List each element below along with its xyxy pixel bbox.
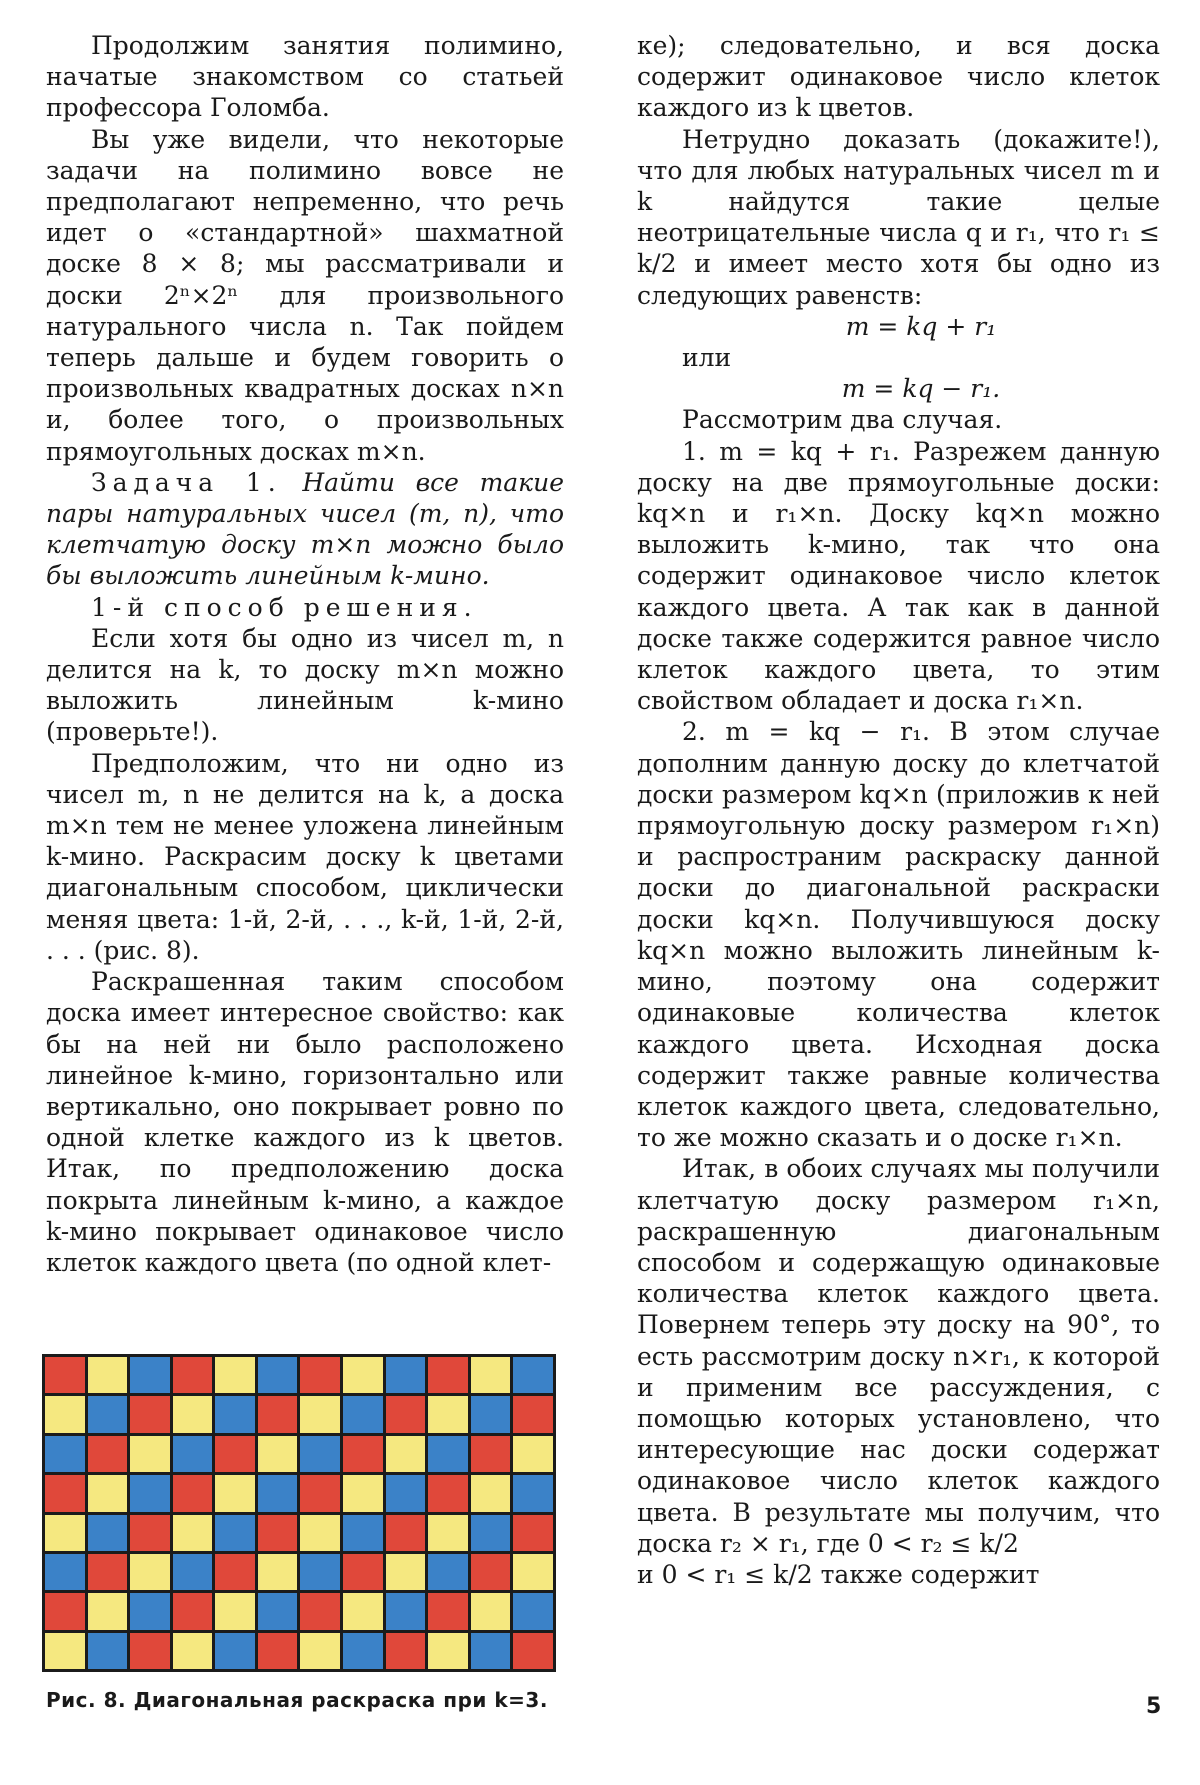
- grid-cell: [428, 1396, 468, 1432]
- grid-cell: [343, 1593, 383, 1629]
- paragraph: Итак, в обоих случаях мы получили клетчатую доску размером r₁×n, раскрашенную диагональным способом и содержащую одинаковые количества клеток каждого цвета. Повернем теперь эту доску на 90°, то есть рассмотрим доску n×r₁, к которой и применим все рассуждения, с помощью которых установлено, что интересующие нас доски содержат одинаковое число клеток каждого цвета. В результате мы получим, что доска r₂ × r₁, где 0 < r₂ ≤ k/2: [637, 1154, 1160, 1558]
- grid-cell: [343, 1554, 383, 1590]
- grid-cell: [130, 1554, 170, 1590]
- grid-cell: [386, 1515, 426, 1551]
- grid-cell: [428, 1357, 468, 1393]
- grid-cell: [215, 1357, 255, 1393]
- grid-cell: [88, 1515, 128, 1551]
- grid-cell: [428, 1515, 468, 1551]
- grid-cell: [173, 1554, 213, 1590]
- grid-cell: [300, 1475, 340, 1511]
- grid-cell: [258, 1475, 298, 1511]
- grid-cell: [173, 1515, 213, 1551]
- grid-cell: [386, 1436, 426, 1472]
- figure-caption: Рис. 8. Диагональная раскраска при k=3.: [46, 1688, 548, 1712]
- grid-cell: [258, 1515, 298, 1551]
- page-number: 5: [1146, 1694, 1162, 1719]
- grid-cell: [130, 1475, 170, 1511]
- paragraph: Предположим, что ни одно из чисел m, n не делится на k, а доска m×n тем не менее уложена линейным k-мино. Раскрасим доску k цветами диагональным способом, циклически меняя цвета: 1-й, 2-й, . . ., k-й, 1-й, 2-й, . . . (рис. 8).: [46, 748, 564, 965]
- grid-cell: [45, 1593, 85, 1629]
- grid-cell: [513, 1436, 553, 1472]
- grid-cell: [428, 1593, 468, 1629]
- grid-cell: [88, 1357, 128, 1393]
- paragraph: Нетрудно доказать (докажите!), что для любых натуральных чисел m и k найдутся такие целые неотрицательные числа q и r₁, что r₁ ≤ k/2 и имеет место хотя бы одно из следующих равенств:: [637, 124, 1160, 310]
- grid-cell: [130, 1593, 170, 1629]
- grid-cell: [471, 1436, 511, 1472]
- equation-2: m = kq − r₁.: [841, 374, 1001, 404]
- grid-cell: [513, 1554, 553, 1590]
- grid-cell: [45, 1554, 85, 1590]
- case-1: 1. m = kq + r₁. Разрежем данную доску на две прямоугольные доски: kq×n и r₁×n. Доску kq×n можно выложить k-мино, так что она содержит одинаковое число клеток каждого цвета. А так как в данной доске также содержится равное число клеток каждого цвета, то этим свойством обладает и доска r₁×n.: [637, 436, 1160, 716]
- grid-cell: [215, 1554, 255, 1590]
- grid-cell: [513, 1357, 553, 1393]
- method-heading: 1-й способ решения.: [91, 592, 478, 622]
- grid-cell: [215, 1515, 255, 1551]
- grid-cell: [88, 1593, 128, 1629]
- paragraph: Раскрашенная таким способом доска имеет интересное свойство: как бы на ней ни было расположено линейное k-мино, горизонтально или вертикально, оно покрывает ровно по одной клетке каждого из k цветов. Итак, по предположению доска покрыта линейным k-мино, а каждое k-мино покрывает одинаковое число клеток каждого цвета (по одной клет-: [46, 967, 564, 1277]
- grid-cell: [343, 1357, 383, 1393]
- grid-cell: [215, 1593, 255, 1629]
- grid-cell: [45, 1515, 85, 1551]
- grid-cell: [343, 1475, 383, 1511]
- grid-cell: [343, 1396, 383, 1432]
- grid-cell: [513, 1515, 553, 1551]
- grid-cell: [258, 1554, 298, 1590]
- grid-cell: [45, 1475, 85, 1511]
- grid-cell: [88, 1436, 128, 1472]
- grid-cell: [428, 1554, 468, 1590]
- grid-cell: [88, 1396, 128, 1432]
- grid-cell: [130, 1633, 170, 1669]
- grid-cell: [428, 1475, 468, 1511]
- paragraph: Продолжим занятия полимино, начатые знакомством со статьей профессора Голомба.: [46, 31, 564, 123]
- grid-cell: [215, 1396, 255, 1432]
- grid-cell: [45, 1396, 85, 1432]
- grid-cell: [471, 1396, 511, 1432]
- grid-cell: [258, 1436, 298, 1472]
- paragraph: ке); следовательно, и вся доска содержит одинаковое число клеток каждого из k цветов.: [637, 31, 1160, 123]
- grid-cell: [258, 1593, 298, 1629]
- grid-cell: [130, 1357, 170, 1393]
- grid-cell: [513, 1396, 553, 1432]
- diagonal-coloring-figure: [42, 1354, 556, 1672]
- grid-cell: [386, 1396, 426, 1432]
- grid-cell: [173, 1396, 213, 1432]
- grid-cell: [471, 1357, 511, 1393]
- grid-cell: [88, 1633, 128, 1669]
- grid-cell: [300, 1633, 340, 1669]
- grid-cell: [45, 1436, 85, 1472]
- grid-cell: [513, 1633, 553, 1669]
- left-column: [46, 30, 564, 1278]
- grid-cell: [173, 1357, 213, 1393]
- task-text: Найти все такие пары натуральных чисел (m, n), что клетчатую доску m×n можно было бы выложить линейным k-мино.: [46, 467, 565, 591]
- grid-cell: [428, 1436, 468, 1472]
- grid-cell: [45, 1357, 85, 1393]
- grid-cell: [173, 1593, 213, 1629]
- grid-cell: [130, 1436, 170, 1472]
- paragraph: Если хотя бы одно из чисел m, n делится на k, то доску m×n можно выложить линейным k-мино (проверьте!).: [46, 623, 564, 747]
- grid-cell: [88, 1554, 128, 1590]
- grid-cell: [300, 1593, 340, 1629]
- grid-cell: [215, 1633, 255, 1669]
- grid-cell: [173, 1436, 213, 1472]
- grid-cell: [386, 1593, 426, 1629]
- grid-cell: [471, 1475, 511, 1511]
- grid-cell: [343, 1633, 383, 1669]
- right-column: [637, 30, 1160, 1590]
- equation-1: m = kq + r₁: [845, 311, 997, 341]
- grid-cell: [386, 1633, 426, 1669]
- grid-cell: [215, 1475, 255, 1511]
- grid-cell: [343, 1515, 383, 1551]
- grid-cell: [471, 1633, 511, 1669]
- grid-cell: [173, 1633, 213, 1669]
- grid-cell: [343, 1436, 383, 1472]
- grid-cell: [300, 1436, 340, 1472]
- grid-cell: [173, 1475, 213, 1511]
- grid-cell: [300, 1515, 340, 1551]
- grid-cell: [130, 1515, 170, 1551]
- grid-cell: [471, 1515, 511, 1551]
- grid-cell: [428, 1633, 468, 1669]
- paragraph: Рассмотрим два случая.: [682, 405, 1003, 435]
- grid-cell: [471, 1593, 511, 1629]
- grid-cell: [130, 1396, 170, 1432]
- case-2: 2. m = kq − r₁. В этом случае дополним данную доску до клетчатой доски размером kq×n (приложив к ней прямоугольную доску размером r₁×n) и распространим раскраску данной доски до диагональной раскраски доски kq×n. Получившуюся доску kq×n можно выложить линейным k-мино, поэтому она содержит одинаковые количества клеток каждого цвета. Исходная доска содержит также равные количества клеток каждого цвета, следовательно, то же можно сказать и о доске r₁×n.: [637, 717, 1160, 1153]
- grid-cell: [88, 1475, 128, 1511]
- paragraph: Вы уже видели, что некоторые задачи на полимино вовсе не предполагают непременно, что речь идет о «стандартной» шахматной доске 8 × 8; мы рассматривали и доски 2ⁿ×2ⁿ для произвольного натурального числа n. Так пойдем теперь дальше и будем говорить о произвольных квадратных досках n×n и, более того, о произвольных прямоугольных досках m×n.: [46, 124, 564, 466]
- grid-cell: [300, 1554, 340, 1590]
- grid-cell: [258, 1633, 298, 1669]
- grid-cell: [215, 1436, 255, 1472]
- grid-cell: [45, 1633, 85, 1669]
- paragraph: и 0 < r₁ ≤ k/2 также содержит: [637, 1559, 1040, 1589]
- equation-or: или: [682, 343, 732, 373]
- grid-cell: [386, 1475, 426, 1511]
- grid-cell: [513, 1475, 553, 1511]
- task-1: [46, 467, 564, 592]
- grid-cell: [386, 1357, 426, 1393]
- grid-cell: [471, 1554, 511, 1590]
- grid-cell: [513, 1593, 553, 1629]
- grid-cell: [300, 1357, 340, 1393]
- grid-cell: [386, 1554, 426, 1590]
- grid-cell: [300, 1396, 340, 1432]
- task-label: Задача 1.: [91, 467, 282, 497]
- grid-cell: [258, 1357, 298, 1393]
- grid-cell: [258, 1396, 298, 1432]
